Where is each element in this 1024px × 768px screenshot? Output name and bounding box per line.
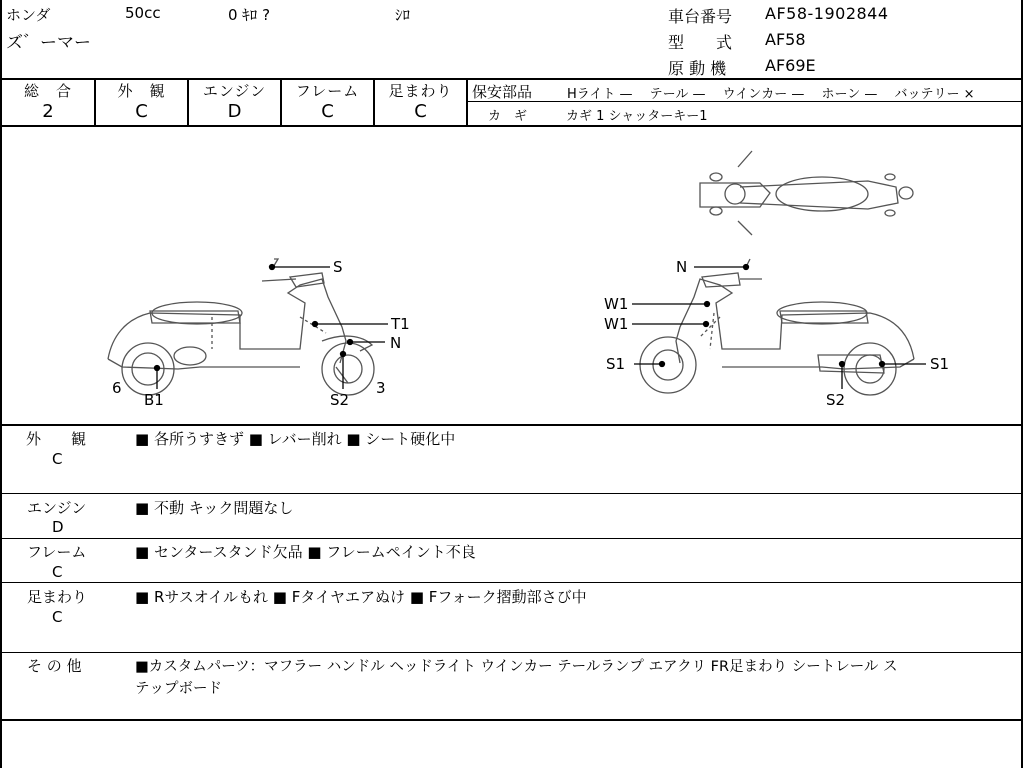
label-left-s2: S2 — [330, 391, 350, 409]
grade-value-frame: C — [321, 101, 334, 122]
grade-label-suspension: 足まわり — [388, 82, 453, 100]
label-left-t1: T1 — [391, 315, 410, 333]
type-label: 型 式 — [668, 33, 733, 52]
damage-diagram — [0, 127, 1022, 424]
scooter-right-side-icon — [640, 259, 914, 395]
engine-value: AF69E — [765, 56, 816, 75]
grade-label-engine: エンジン — [202, 82, 267, 100]
note-cat-exterior: 外 観 — [26, 430, 87, 448]
safety-label: 保安部品 — [472, 83, 533, 101]
note-cat-other: そ の 他 — [27, 657, 82, 675]
grade-label-frame: フレーム — [295, 82, 360, 100]
color: ｼﾛ — [395, 6, 411, 24]
frame-no-label: 車台番号 — [668, 7, 733, 26]
grade-value-exterior: C — [135, 101, 148, 122]
label-right-w1b: W1 — [604, 315, 629, 333]
scooter-left-side-icon — [108, 259, 374, 395]
scooter-top-view-icon — [700, 151, 913, 235]
label-right-s1-right: S1 — [930, 355, 950, 373]
grade-value-engine: D — [227, 101, 242, 122]
label-right-s1-left: S1 — [606, 355, 626, 373]
note-text-suspension: ■ Rサスオイルもれ ■ Fタイヤエアぬけ ■ Fフォーク摺動部さび中 — [135, 588, 587, 606]
note-text-engine: ■ 不動 キック問題なし — [135, 499, 294, 517]
label-left-3: 3 — [376, 379, 386, 397]
key-label: カ ギ — [488, 109, 528, 124]
note-grade-frame: C — [52, 563, 63, 581]
label-left-b1: B1 — [144, 391, 164, 409]
note-cat-suspension: 足まわり — [27, 588, 88, 606]
frame-no: AF58-1902844 — [765, 4, 889, 23]
mileage: 0 ｷﾛ ? — [228, 6, 271, 24]
note-text-exterior: ■ 各所うすきず ■ レバー削れ ■ シート硬化中 — [135, 430, 456, 448]
label-right-w1a: W1 — [604, 295, 629, 313]
label-right-n: N — [676, 258, 688, 276]
note-grade-suspension: C — [52, 608, 63, 626]
note-text-frame: ■ センタースタンド欠品 ■ フレームペイント不良 — [135, 543, 476, 561]
label-left-s: S — [333, 258, 343, 276]
note-text-other-cont: テップボード — [135, 681, 222, 697]
type-value: AF58 — [765, 30, 806, 49]
grade-label-total: 総 合 — [23, 82, 72, 100]
grade-label-exterior: 外 観 — [117, 82, 166, 100]
note-cat-frame: フレーム — [27, 543, 87, 561]
note-grade-exterior: C — [52, 450, 63, 468]
engine-label: 原 動 機 — [668, 59, 727, 78]
label-left-n: N — [390, 334, 402, 352]
note-text-other: ■カスタムパーツ：マフラー ハンドル ヘッドライト ウインカー テールランプ エアクリ FR足まわり シートレール ス — [135, 659, 898, 675]
note-grade-engine: D — [52, 518, 64, 536]
model-name: ズ゛ーマー — [6, 33, 91, 53]
maker: ホンダ — [6, 6, 51, 24]
label-left-6: 6 — [112, 379, 122, 397]
displacement: 50cc — [125, 4, 161, 22]
grade-value-suspension: C — [414, 101, 427, 122]
grade-value-total: 2 — [42, 101, 54, 122]
label-right-s2: S2 — [826, 391, 846, 409]
safety-items: Hライト — テール — ウインカー — ホーン — バッテリー × — [567, 87, 975, 102]
note-cat-engine: エンジン — [27, 499, 87, 517]
key-value: カギ 1 シャッターキー1 — [566, 109, 708, 124]
